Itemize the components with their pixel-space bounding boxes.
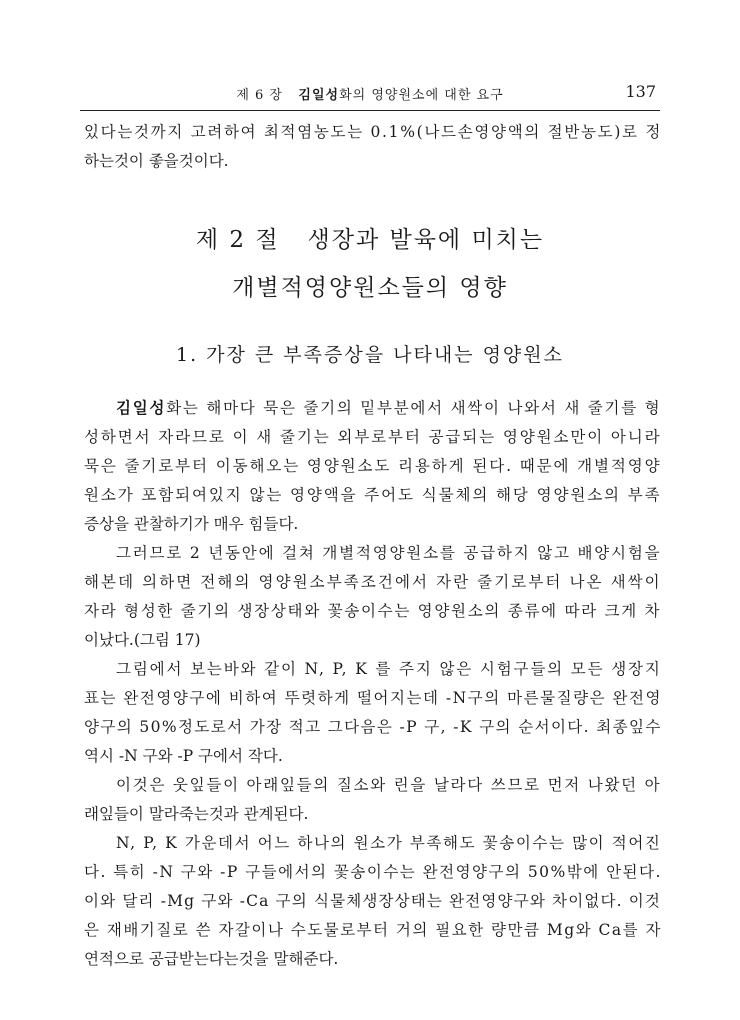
text-line: 래잎들이 말라죽는것과 관계된다. — [84, 805, 309, 823]
section-title-line-1: 제 2 절 생장과 발육에 미치는 — [195, 227, 545, 253]
section-title-line-2: 개별적영양원소들의 영향 — [232, 275, 508, 301]
text-line: 성하면서 자라므로 이 새 줄기는 외부로부터 공급되는 영양원소만이 아니라 — [84, 428, 662, 446]
text-line: 양구의 50%정도로서 가장 적고 그다음은 -P 구, -K 구의 순서이다. 최종잎수 — [84, 718, 662, 736]
text-line: N, P, K 가운데서 어느 하나의 원소가 부족해도 꽃송이수는 많이 적어진 — [116, 834, 662, 852]
body-paragraph-4 — [84, 771, 660, 829]
text-line: 그림에서 보는바와 같이 N, P, K 를 주지 않은 시험구들의 모든 생장지 — [116, 660, 662, 678]
lead-bold-text: 김일성 — [116, 399, 167, 417]
text-line: 하는것이 좋을것이다. — [84, 152, 229, 170]
text-line: 묵은 줄기로부터 이동해오는 영양원소도 리용하게 된다. 때문에 개별적영양 — [84, 457, 662, 475]
header-title-bold: 김일성 — [298, 88, 340, 103]
header-title-rest: 화의 영양원소에 대한 요구 — [339, 88, 504, 103]
page-number: 137 — [625, 82, 656, 101]
text-line: 이와 달리 -Mg 구와 -Ca 구의 식물체생장상태는 완전영양구와 차이없다. 이것 — [84, 892, 662, 910]
header-title — [80, 84, 660, 103]
text-line: 해본데 의하면 전해의 영양원소부족조건에서 자란 줄기로부터 나온 새싹이 — [84, 573, 662, 591]
text-line: 증상을 관찰하기가 매우 힘들다. — [84, 515, 299, 533]
body-paragraph-1 — [84, 394, 660, 539]
body-paragraph-5 — [84, 829, 660, 974]
running-header — [80, 80, 660, 111]
body-paragraph-2 — [84, 539, 660, 655]
text-line: 원소가 포함되여있지 않는 영양액을 주어도 식물체의 해당 영양원소의 부족 — [84, 486, 662, 504]
text-line: 역시 -N 구와 -P 구에서 작다. — [84, 747, 283, 765]
text-line-rest: 화는 해마다 묵은 줄기의 밑부분에서 새싹이 나와서 새 줄기를 형 — [166, 399, 662, 417]
body-paragraph-3 — [84, 655, 660, 771]
text-line — [84, 394, 660, 423]
text-line: 그러므로 2 년동안에 걸쳐 개별적영양원소를 공급하지 않고 배양시험을 — [116, 544, 662, 562]
subsection-title: 1. 가장 큰 부족증상을 나타내는 영양원소 — [176, 344, 564, 366]
intro-paragraph — [84, 118, 663, 176]
text-line: 있다는것까지 고려하여 최적염농도는 0.1%(나드손영양액의 절반농도)로 정 — [84, 123, 663, 141]
header-chapter: 제 6 장 — [236, 88, 283, 103]
text-line: 은 재배기질로 쓴 자갈이나 수도물로부터 거의 필요한 량만큼 Mg와 Ca를 자 — [84, 921, 662, 939]
text-line: 이났다.(그림 17) — [84, 631, 201, 649]
text-line: 표는 완전영양구에 비하여 뚜렷하게 떨어지는데 -N구의 마른물질량은 완전영 — [84, 689, 662, 707]
section-title — [80, 220, 660, 308]
text-line: 이것은 웃잎들이 아래잎들의 질소와 린을 날라다 쓰므로 먼저 나왔던 아 — [116, 776, 662, 794]
text-line: 자라 형성한 줄기의 생장상태와 꽃송이수는 영양원소의 종류에 따라 크게 차 — [84, 602, 662, 620]
text-line: 다. 특히 -N 구와 -P 구들에서의 꽃송이수는 완전영양구의 50%밖에 안된다. — [84, 863, 662, 881]
text-line: 연적으로 공급받는다는것을 말해준다. — [84, 950, 339, 968]
